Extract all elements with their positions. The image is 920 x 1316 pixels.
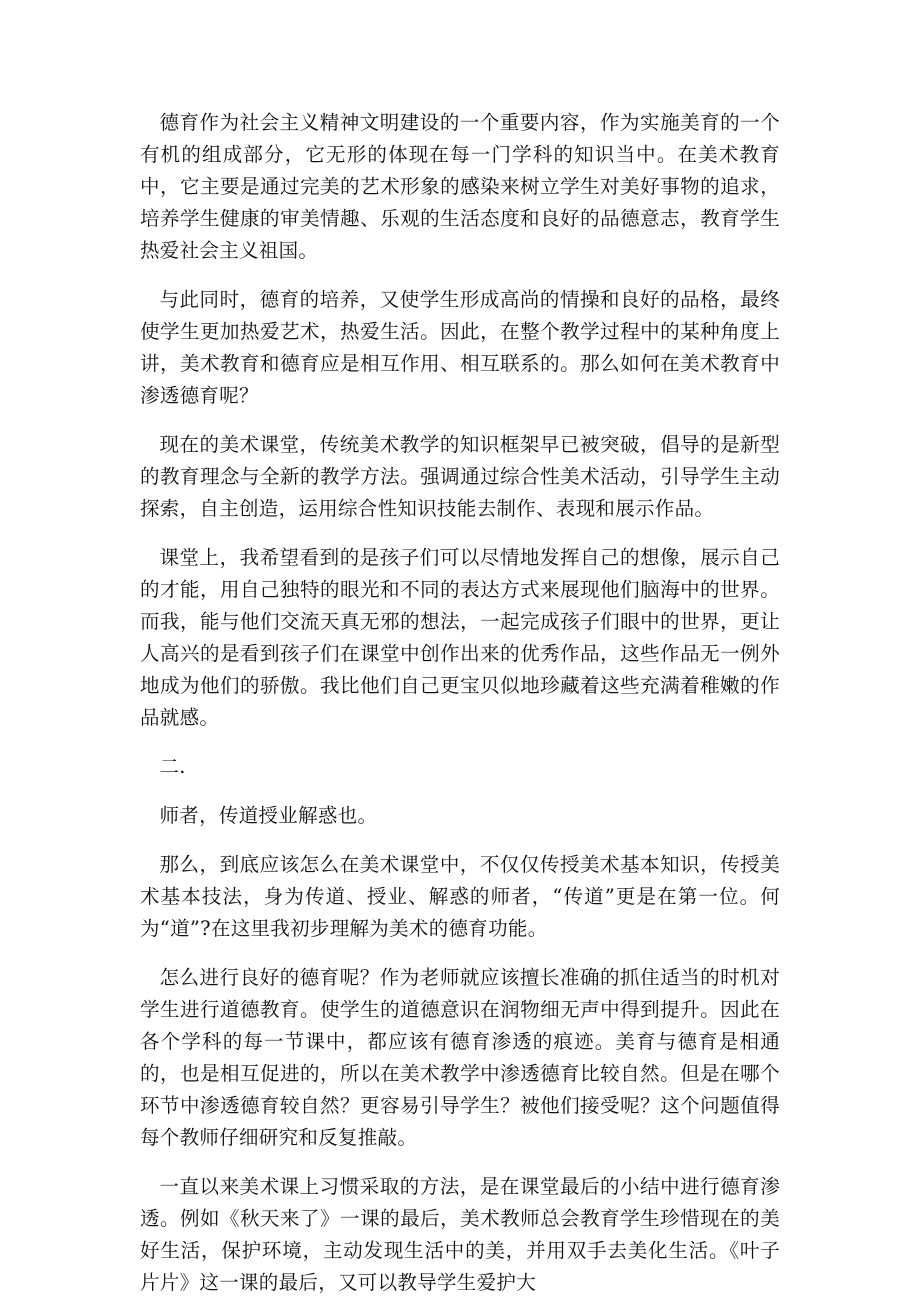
paragraph-2: 与此同时，德育的培养，又使学生形成高尚的情操和良好的品格，最终使学生更加热爱艺术，热爱生活。因此，在整个教学过程中的某种角度上讲，美术教育和德育应是相互作用、相互联系的。那么如何在美术教育中渗透德育呢？ xyxy=(140,288,780,407)
paragraph-1: 德育作为社会主义精神文明建设的一个重要内容，作为实施美育的一个有机的组成部分，它无形的体现在每一门学科的知识当中。在美术教育中，它主要是通过完美的艺术形象的感染来树立学生对美好事物的追求，培养学生健康的审美情趣、乐观的生活态度和良好的品德意志，教育学生热爱社会主义祖国。 xyxy=(140,111,780,262)
paragraph-quote: 师者，传道授业解惑也。 xyxy=(159,804,378,827)
paragraph-4: 课堂上，我希望看到的是孩子们可以尽情地发挥自己的想像，展示自己的才能，用自己独特的眼光和不同的表达方式来展现他们脑海中的世界。而我，能与他们交流天真无邪的想法，一起完成孩子们眼中的世界，更让人高兴的是看到孩子们在课堂中创作出来的优秀作品，这些作品无一例外地成为他们的骄傲。我比他们自己更宝贝似地珍藏着这些充满着稚嫩的作品就感。 xyxy=(140,546,780,729)
paragraph-3: 现在的美术课堂，传统美术教学的知识框架早已被突破，倡导的是新型的教育理念与全新的教学方法。强调通过综合性美术活动，引导学生主动探索，自主创造，运用综合性知识技能去制作、表现和展示作品。 xyxy=(140,433,780,520)
paragraph-7: 那么，到底应该怎么在美术课堂中，不仅仅传授美术基本知识，传授美术基本技法，身为传道、授业、解惑的师者，“传道”更是在第一位。何为“道”?在这里我初步理解为美术的德育功能。 xyxy=(140,853,780,940)
paragraph-9: 一直以来美术课上习惯采取的方法，是在课堂最后的小结中进行德育渗透。例如《秋天来了》一课的最后，美术教师总会教育学生珍惜现在的美好生活，保护环境，主动发现生活中的美，并用双手去美化生活。《叶子片片》这一课的最后，又可以教导学生爱护大 xyxy=(140,1175,780,1294)
section-number: 二. xyxy=(159,755,186,778)
paragraph-8: 怎么进行良好的德育呢？作为老师就应该擅长准确的抓住适当的时机对学生进行道德教育。使学生的道德意识在润物细无声中得到提升。因此在各个学科的每一节课中，都应该有德育渗透的痕迹。美育与德育是相通的，也是相互促进的，所以在美术教学中渗透德育比较自然。但是在哪个环节中渗透德育较自然？更容易引导学生？被他们接受呢？这个问题值得每个教师仔细研究和反复推敲。 xyxy=(140,966,780,1149)
document-body xyxy=(140,107,780,1316)
